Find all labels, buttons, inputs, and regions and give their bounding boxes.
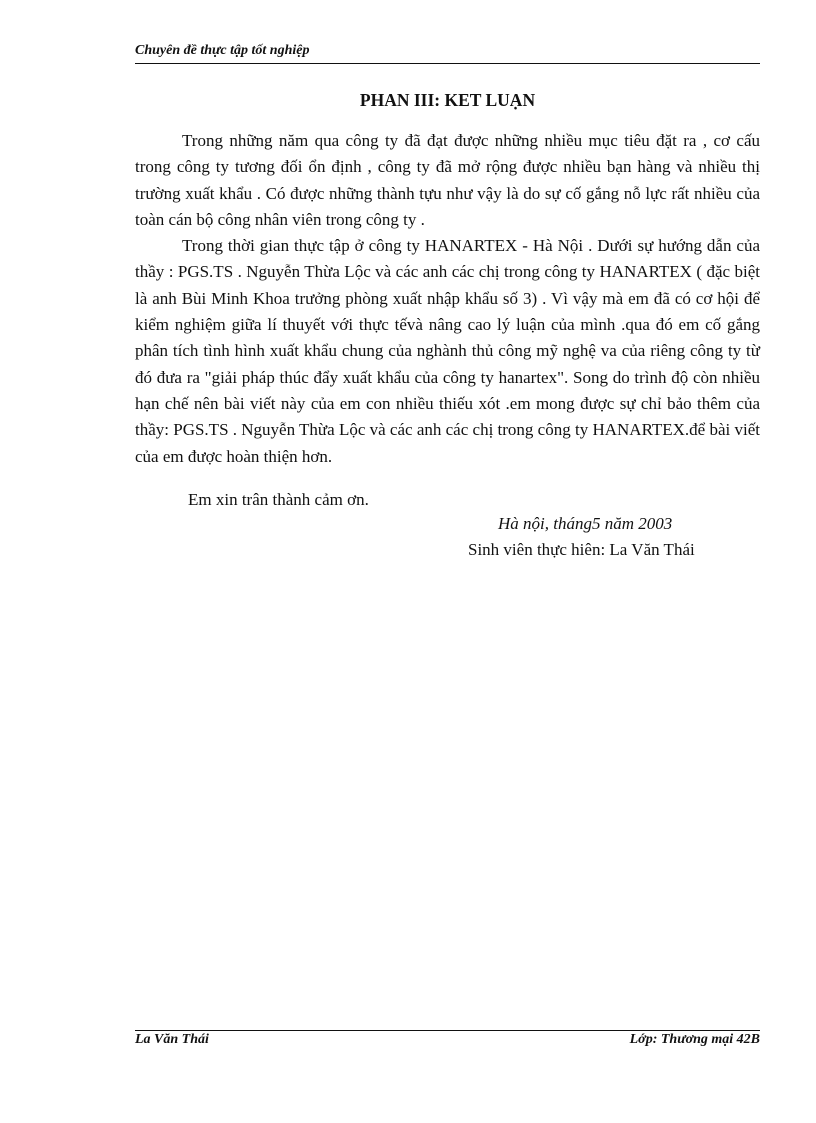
page-header — [135, 41, 760, 64]
closing-line: Em xin trân thành cảm ơn. — [188, 490, 369, 509]
signature-line: Sinh viên thực hiên: La Văn Thái — [468, 540, 695, 559]
header-title: Chuyên đề thực tập tốt nghiệp — [135, 43, 310, 58]
footer-author: La Văn Thái — [135, 1032, 209, 1047]
place-date: Hà nội, tháng5 năm 2003 — [498, 514, 673, 533]
body-text — [135, 128, 760, 470]
paragraph-2: Trong thời gian thực tập ở công ty HANARTEX - Hà Nội . Dưới sự hướng dẫn của thầy : PGS.TS . Nguyễn Thừa Lộc và các anh các chị trong công ty HANARTEX ( đặc biệt là anh Bùi Minh Khoa trưởng phòng xuất nhập khẩu số 3) . Vì vậy mà em đã có cơ hội để kiểm nghiệm giữa lí thuyết với thực tếvà nâng cao lý luận của mình .qua đó em cố gắng phân tích tình hình xuất khẩu chung của nghành thủ công mỹ nghệ va của riêng công ty từ đó đưa ra "giải pháp thúc đẩy xuất khẩu của công ty hanartex". Song do trình độ còn nhiều hạn chế nên bài viết này của em con nhiều thiếu xót .em mong được sự chỉ bảo thêm của thầy: PGS.TS . Nguyễn Thừa Lộc và các anh các chị trong công ty HANARTEX.để bài viết của em được hoàn thiện hơn. — [135, 236, 760, 466]
footer-class: Lớp: Thương mại 42B — [629, 1032, 760, 1047]
page-footer — [135, 1030, 760, 1053]
section-title: PHAN III: KET LUẠN — [359, 90, 536, 110]
paragraph-1: Trong những năm qua công ty đã đạt được những nhiều mục tiêu đặt ra , cơ cấu trong công ty tương đối ổn định , công ty đã mở rộng được nhiều bạn hàng và nhiều thị trường xuất khẩu . Có được những thành tựu như vậy là do sự cố gắng nỗ lực rất nhiều của toàn cán bộ công nhân viên trong công ty . — [135, 131, 760, 229]
